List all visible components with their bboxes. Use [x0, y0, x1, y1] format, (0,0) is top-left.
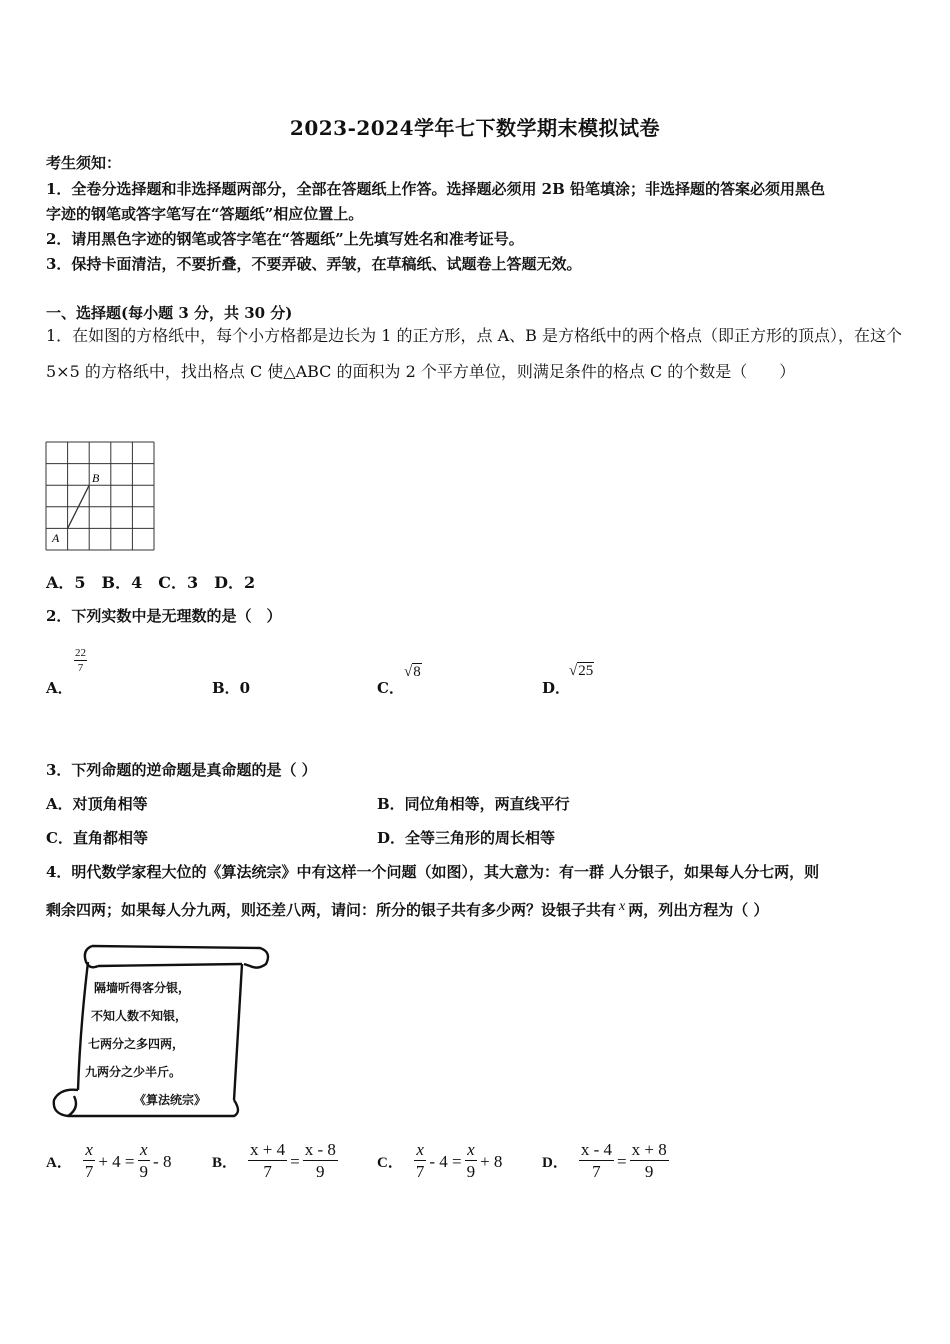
- q3-option-d: D．全等三角形的周长相等: [377, 829, 556, 847]
- fraction-numerator: x + 4: [250, 1140, 286, 1159]
- notice-item: 字迹的钢笔或答字笔写在“答题纸”相应位置上。: [46, 205, 364, 223]
- scroll-line: 九两分之少半斤。: [85, 1065, 182, 1079]
- scroll-figure: [44, 940, 272, 1122]
- q3-option-a: A．对顶角相等: [46, 795, 148, 813]
- fraction-numerator: x: [138, 1140, 151, 1161]
- fraction-denominator: 7: [592, 1162, 601, 1181]
- scroll-line: 七两分之多四两，: [88, 1037, 185, 1051]
- q2-option-c-label: C．: [377, 679, 404, 697]
- grid-figure: [44, 440, 156, 552]
- equation-text: - 8: [153, 1151, 172, 1171]
- q3-option-b: B．同位角相等，两直线平行: [377, 795, 570, 813]
- q4-option-c: [377, 1140, 502, 1183]
- fraction: [579, 1140, 614, 1183]
- variable-x: x: [619, 899, 626, 914]
- fraction: [303, 1140, 338, 1183]
- fraction-denominator: 7: [77, 662, 84, 674]
- fraction-denominator: 7: [415, 1162, 425, 1181]
- fraction: [414, 1140, 427, 1183]
- q4-text-part: 剩余四两；如果每人分九两，则还差八两，请问：所分的银子共有多少两？设银子共有: [46, 901, 617, 919]
- scroll-line: 《算法统宗》: [134, 1093, 207, 1107]
- page-title: 2023-2024学年七下数学期末模拟试卷: [289, 116, 661, 140]
- question-1-text: 1．在如图的方格纸中，每个小方格都是边长为 1 的正方形，点 A、B 是方格纸中的两个格点（即正方形的顶点），在这个 5×5 的方格纸中，找出格点 C 使△ABC 的面积为 2 个平方单位，则满足条件的格点 C 的个数是（ ）: [46, 326, 903, 381]
- equation-text: + 8: [480, 1151, 503, 1171]
- equation-text: + 4 =: [98, 1151, 135, 1171]
- point-a-label: A: [52, 531, 60, 545]
- scroll-line: 不知人数不知银，: [91, 1009, 188, 1023]
- fraction-denominator: 9: [316, 1162, 325, 1181]
- fraction-numerator: x: [83, 1140, 96, 1161]
- notice-item: 3．保持卡面清洁，不要折叠，不要弄破、弄皱，在草稿纸、试题卷上答题无效。: [46, 255, 582, 273]
- radicand: 8: [413, 664, 421, 680]
- equation-text: - 4 =: [429, 1151, 462, 1171]
- notice-heading: 考生须知：: [46, 154, 122, 172]
- option-label: B．: [212, 1155, 238, 1171]
- sqrt-icon: √: [404, 664, 413, 680]
- fraction-numerator: x - 8: [304, 1140, 336, 1159]
- fraction: [138, 1140, 151, 1183]
- fraction-denominator: 9: [139, 1162, 149, 1181]
- question-4-line-2: [46, 899, 768, 920]
- fraction-numerator: x: [414, 1140, 427, 1161]
- q2-option-d-sqrt: [569, 663, 594, 680]
- notice-item: 1．全卷分选择题和非选择题两部分，全部在答题纸上作答。选择题必须用 2B 铅笔填涂；非选择题的答案必须用黑色: [46, 180, 826, 198]
- point-b-label: B: [92, 471, 100, 485]
- option-label: D．: [542, 1155, 568, 1171]
- q2-option-a-fraction: [74, 646, 87, 675]
- fraction-denominator: 9: [466, 1162, 476, 1181]
- section-heading: 一、选择题(每小题 3 分，共 30 分): [46, 304, 293, 322]
- fraction-numerator: 22: [75, 647, 86, 659]
- q2-option-d-label: D．: [542, 679, 571, 697]
- fraction: [630, 1140, 669, 1183]
- fraction-denominator: 7: [84, 1162, 94, 1181]
- q4-option-d: [542, 1140, 669, 1183]
- q4-option-a: [46, 1140, 171, 1183]
- question-4-line-1: 4．明代数学家程大位的《算法统宗》中有这样一个问题（如图），其大意为：有一群 人分银子，如果每人分七两，则: [46, 863, 820, 881]
- question-3-text: 3．下列命题的逆命题是真命题的是（ ）: [46, 761, 317, 779]
- fraction-numerator: x + 8: [631, 1140, 667, 1159]
- equation-text: =: [617, 1151, 627, 1171]
- q2-option-c-sqrt: [404, 664, 422, 681]
- q2-option-b: B．0: [212, 679, 251, 697]
- notice-item: 2．请用黑色字迹的钢笔或答字笔在“答题纸”上先填写姓名和准考证号。: [46, 230, 524, 248]
- fraction: [465, 1140, 478, 1183]
- question-2-text: 2．下列实数中是无理数的是（ ）: [46, 607, 282, 625]
- fraction-denominator: 9: [644, 1162, 654, 1181]
- scroll-line: 隔墙听得客分银，: [94, 981, 191, 995]
- sqrt-icon: √: [569, 663, 578, 679]
- q4-text-part: 两，列出方程为（ ）: [628, 901, 769, 919]
- equation-text: =: [290, 1151, 300, 1171]
- option-label: C．: [377, 1155, 403, 1171]
- fraction-numerator: x: [465, 1140, 478, 1161]
- radicand: 25: [578, 663, 594, 679]
- option-label: A．: [46, 1155, 72, 1171]
- fraction: [248, 1140, 287, 1183]
- fraction-denominator: 7: [263, 1162, 272, 1181]
- q4-option-b: [212, 1140, 338, 1183]
- q2-option-a-label: A．: [46, 679, 73, 697]
- fraction-numerator: x - 4: [580, 1140, 613, 1159]
- fraction: [83, 1140, 96, 1183]
- q3-option-c: C．直角都相等: [46, 829, 148, 847]
- question-1-options: A．5 B．4 C．3 D．2: [46, 573, 256, 592]
